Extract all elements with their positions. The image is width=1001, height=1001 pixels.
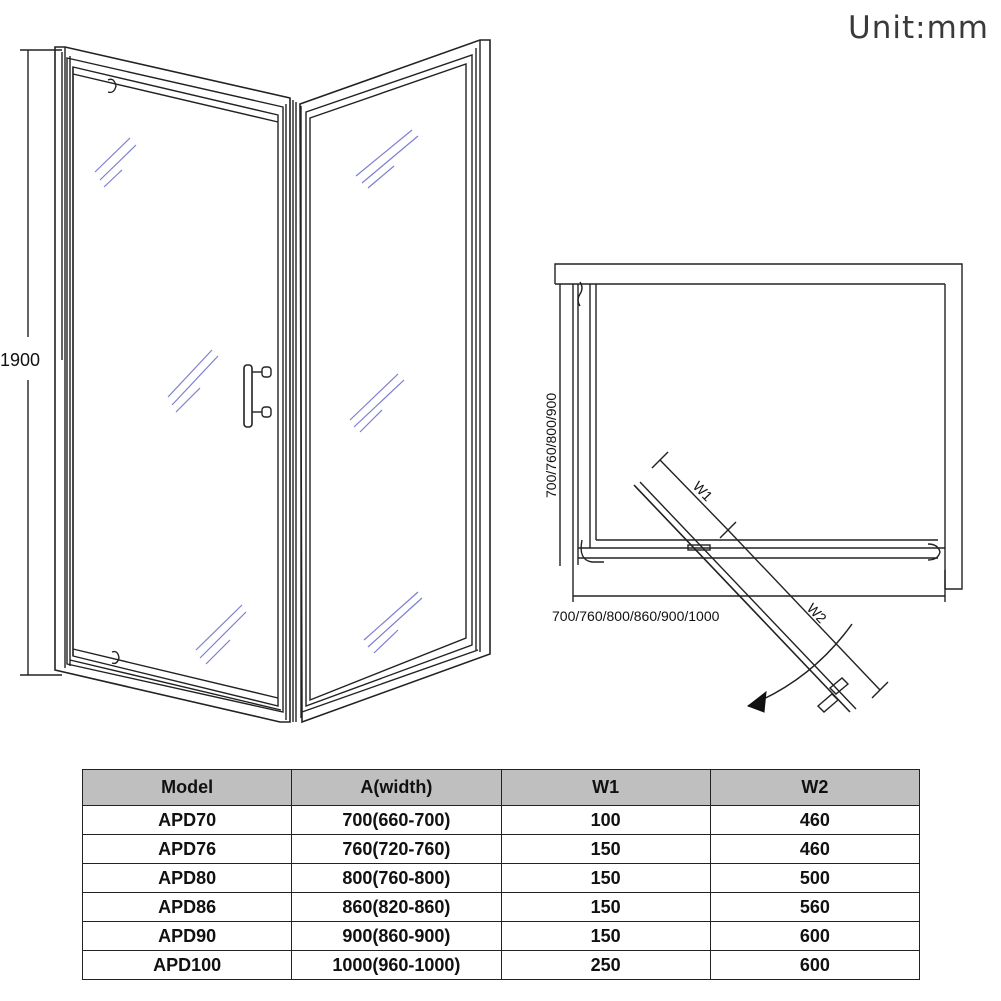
cell-width: 1000(960-1000) [292, 951, 501, 980]
w2-label: W2 [803, 599, 830, 627]
cell-model: APD100 [83, 951, 292, 980]
header-width: A(width) [292, 770, 501, 806]
table-row [83, 951, 920, 980]
plan-view [555, 264, 962, 712]
depth-dimension-label: 700/760/800/900 [543, 392, 559, 498]
cell-model: APD80 [83, 864, 292, 893]
cell-width: 760(720-760) [292, 835, 501, 864]
cell-w2: 500 [710, 864, 919, 893]
cell-w2: 600 [710, 951, 919, 980]
cell-model: APD86 [83, 893, 292, 922]
cell-w2: 460 [710, 806, 919, 835]
cell-model: APD76 [83, 835, 292, 864]
table-row [83, 893, 920, 922]
cell-w1: 150 [501, 835, 710, 864]
cell-w2: 600 [710, 922, 919, 951]
cell-w2: 460 [710, 835, 919, 864]
cell-model: APD70 [83, 806, 292, 835]
model-spec-table [82, 769, 920, 980]
cell-w1: 150 [501, 864, 710, 893]
unit-label: Unit:mm [848, 10, 989, 46]
cell-width: 860(820-860) [292, 893, 501, 922]
table-row [83, 864, 920, 893]
table-row [83, 806, 920, 835]
cell-width: 900(860-900) [292, 922, 501, 951]
table-row [83, 835, 920, 864]
cell-width: 700(660-700) [292, 806, 501, 835]
cell-model: APD90 [83, 922, 292, 951]
front-elevation [20, 40, 490, 722]
table-header-row [83, 770, 920, 806]
cell-w1: 100 [501, 806, 710, 835]
w1-label: W1 [689, 477, 716, 505]
height-dimension-label: 1900 [0, 350, 41, 370]
cell-w1: 150 [501, 893, 710, 922]
cell-w1: 150 [501, 922, 710, 951]
glass-glare-marks [95, 130, 422, 664]
cell-w2: 560 [710, 893, 919, 922]
table-row [83, 922, 920, 951]
width-dimension-label: 700/760/800/860/900/1000 [552, 608, 720, 624]
header-w1: W1 [501, 770, 710, 806]
swing-direction-arrow-icon [748, 692, 766, 712]
cell-width: 800(760-800) [292, 864, 501, 893]
cell-w1: 250 [501, 951, 710, 980]
header-model: Model [83, 770, 292, 806]
header-w2: W2 [710, 770, 919, 806]
